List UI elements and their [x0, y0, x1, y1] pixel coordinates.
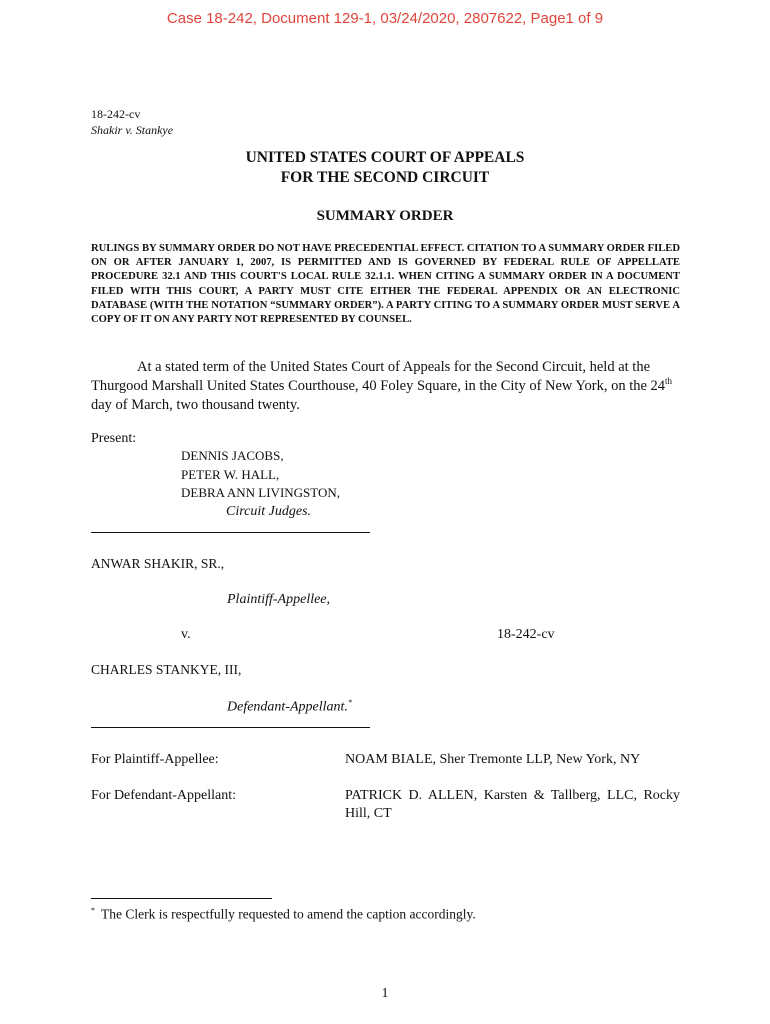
rulings-notice: RULINGS BY SUMMARY ORDER DO NOT HAVE PRECEDENTIAL EFFECT. CITATION TO A SUMMARY ORDER FILED ON OR AFTER JANUARY 1, 2007, IS PERMITTED AND IS GOVERNED BY FEDERAL RULE OF APPELLATE PROCEDURE 32.1 AND THIS COURT'S LOCAL RULE 32.1.1. WHEN CITING A SUMMARY ORDER IN A DOCUMENT FILED WITH THIS COURT, A PARTY MUST CITE EITHER THE FEDERAL APPENDIX OR AN ELECTRONIC DATABASE (WITH THE NOTATION “SUMMARY ORDER”). A PARTY CITING TO A SUMMARY ORDER MUST SERVE A COPY OF IT ON ANY PARTY NOT REPRESENTED BY COUNSEL. [91, 243, 680, 326]
counsel-label-defendant: For Defendant-Appellant: [91, 788, 237, 803]
plaintiff-name: ANWAR SHAKIR, SR., [91, 556, 225, 571]
court-title-line1: UNITED STATES COURT OF APPEALS [245, 149, 525, 166]
judge-name: DENNIS JACOBS, [181, 448, 284, 463]
stated-term-text: At a stated term of the United States Court of Appeals for the Second Circuit, held at the Thurgood Marshall United States Courthouse, 40 Foley Square, in the City of New York, on the 24 [91, 359, 666, 394]
counsel-label-plaintiff: For Plaintiff-Appellee: [91, 752, 219, 767]
defendant-name: CHARLES STANKYE, III, [91, 662, 242, 677]
case-caption: Shakir v. Stankye [91, 123, 174, 137]
page-number: 1 [381, 986, 389, 1001]
caption-divider-top [91, 532, 370, 533]
docket-number: 18-242-cv [91, 107, 141, 121]
footnote-text: The Clerk is respectfully requested to amend the caption accordingly. [101, 906, 476, 922]
court-title-line2: FOR THE SECOND CIRCUIT [280, 169, 490, 186]
caption-docket-number: 18-242-cv [497, 627, 555, 642]
case-header-stamp: Case 18-242, Document 129-1, 03/24/2020, 2807622, Page1 of 9 [166, 10, 604, 27]
stated-term-end: day of March, two thousand twenty. [91, 397, 300, 413]
defendant-role [227, 698, 352, 716]
stated-term-ordinal: th [665, 376, 673, 387]
judges-role: Circuit Judges. [226, 503, 312, 519]
versus-label: v. [181, 627, 191, 642]
docket-block [91, 106, 173, 138]
counsel-plaintiff-firm: , Sher Tremonte LLP, New York, NY [432, 752, 641, 767]
counsel-defendant [345, 787, 680, 823]
present-label: Present: [91, 431, 137, 446]
counsel-defendant-firm: , Karsten & Tallberg, LLC, Rocky Hill, CT [345, 788, 680, 821]
defendant-role-text: Defendant-Appellant. [227, 699, 348, 715]
footnote [91, 906, 476, 923]
judge-name: PETER W. HALL, [181, 466, 280, 482]
order-title: SUMMARY ORDER [316, 208, 454, 224]
counsel-plaintiff [345, 751, 680, 769]
footnote-mark: * [91, 906, 95, 915]
counsel-defendant-name: PATRICK D. ALLEN [345, 788, 474, 803]
defendant-footnote-mark: * [347, 698, 352, 707]
judges-list [181, 447, 340, 521]
court-title [0, 148, 770, 188]
counsel-plaintiff-name: NOAM BIALE [345, 752, 433, 767]
stated-term-paragraph [91, 358, 680, 415]
footnote-divider [91, 898, 272, 899]
judge-name: DEBRA ANN LIVINGSTON, [181, 485, 341, 500]
plaintiff-role: Plaintiff-Appellee, [227, 592, 331, 607]
caption-divider-bottom [91, 727, 370, 728]
